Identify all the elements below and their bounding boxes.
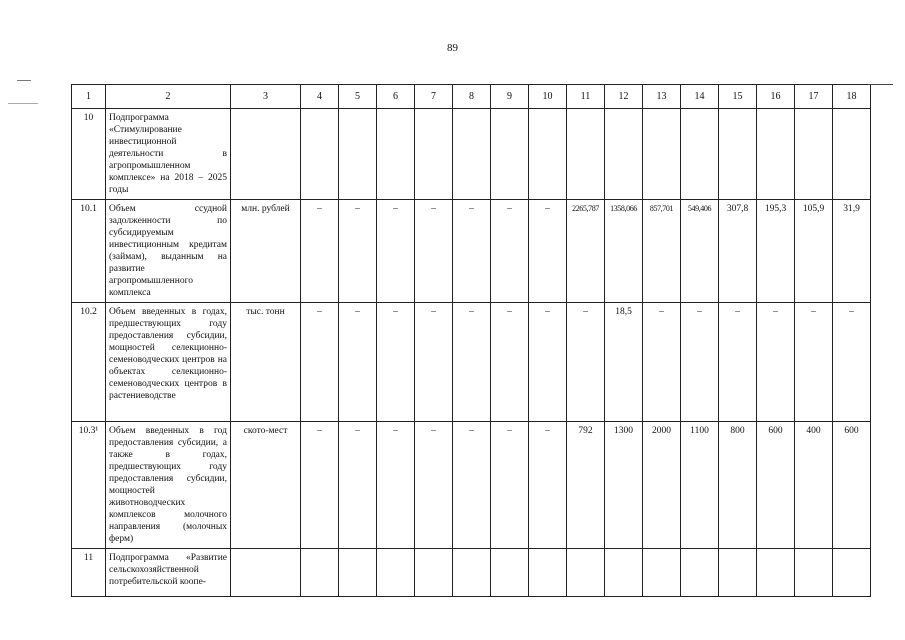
row-description: Объем введенных в годах, предшествующих году предоставления субсидии, мощностей селекционно-семеноводческих центров на объектах селекционно-семеноводческих центров в растениеводстве bbox=[106, 303, 231, 422]
value-cell: – bbox=[529, 303, 567, 422]
row-unit bbox=[231, 549, 301, 597]
header-cell: 13 bbox=[643, 85, 681, 109]
row-unit bbox=[231, 109, 301, 200]
value-cell: – bbox=[339, 200, 377, 303]
header-cell: 18 bbox=[833, 85, 871, 109]
value-cell: – bbox=[833, 303, 871, 422]
scan-mark bbox=[17, 80, 31, 81]
header-cell: 14 bbox=[681, 85, 719, 109]
value-cell bbox=[719, 549, 757, 597]
row-number: 10.3¹ bbox=[72, 422, 106, 549]
value-cell: – bbox=[491, 200, 529, 303]
value-cell bbox=[681, 109, 719, 200]
value-cell: – bbox=[377, 200, 415, 303]
value-cell: 105,9 bbox=[795, 200, 833, 303]
value-cell bbox=[529, 109, 567, 200]
value-cell bbox=[833, 109, 871, 200]
value-cell: – bbox=[415, 200, 453, 303]
value-cell bbox=[377, 109, 415, 200]
value-cell: 195,3 bbox=[757, 200, 795, 303]
value-cell: 600 bbox=[757, 422, 795, 549]
indicator-table bbox=[71, 84, 871, 597]
value-cell: – bbox=[757, 303, 795, 422]
header-cell: 2 bbox=[106, 85, 231, 109]
value-cell: – bbox=[567, 303, 605, 422]
value-cell: 792 bbox=[567, 422, 605, 549]
value-cell bbox=[453, 109, 491, 200]
header-cell: 15 bbox=[719, 85, 757, 109]
value-cell: – bbox=[301, 303, 339, 422]
row-number: 10.2 bbox=[72, 303, 106, 422]
value-cell: – bbox=[301, 200, 339, 303]
value-cell: – bbox=[301, 422, 339, 549]
value-cell bbox=[795, 549, 833, 597]
value-cell bbox=[757, 549, 795, 597]
value-cell: 18,5 bbox=[605, 303, 643, 422]
row-description: Объем ссудной задолженности по субсидируемым инвестиционным кредитам (займам), выданным на развитие агропромышленного комплекса bbox=[106, 200, 231, 303]
page-number: 89 bbox=[447, 42, 458, 54]
value-cell bbox=[339, 549, 377, 597]
table-row bbox=[72, 422, 871, 549]
header-cell: 9 bbox=[491, 85, 529, 109]
value-cell bbox=[339, 109, 377, 200]
value-cell bbox=[605, 109, 643, 200]
value-cell: – bbox=[339, 422, 377, 549]
value-cell: 400 bbox=[795, 422, 833, 549]
value-cell bbox=[301, 109, 339, 200]
header-cell: 5 bbox=[339, 85, 377, 109]
header-cell: 3 bbox=[231, 85, 301, 109]
value-cell: – bbox=[529, 200, 567, 303]
row-number: 11 bbox=[72, 549, 106, 597]
value-cell: – bbox=[453, 422, 491, 549]
header-cell: 8 bbox=[453, 85, 491, 109]
value-cell bbox=[643, 109, 681, 200]
row-unit: млн. рублей bbox=[231, 200, 301, 303]
header-cell: 12 bbox=[605, 85, 643, 109]
header-rule-extension bbox=[868, 84, 893, 85]
value-cell: 549,406 bbox=[681, 200, 719, 303]
row-description: Подпрограмма «Развитие сельскохозяйственной потребительской коопе- bbox=[106, 549, 231, 597]
value-cell: – bbox=[453, 303, 491, 422]
value-cell: – bbox=[491, 303, 529, 422]
header-cell: 17 bbox=[795, 85, 833, 109]
row-number: 10 bbox=[72, 109, 106, 200]
value-cell bbox=[301, 549, 339, 597]
value-cell: – bbox=[453, 200, 491, 303]
header-cell: 7 bbox=[415, 85, 453, 109]
table-row bbox=[72, 109, 871, 200]
value-cell bbox=[377, 549, 415, 597]
table-row bbox=[72, 200, 871, 303]
row-description: Подпрограмма «Стимулирование инвестиционной деятельности в агропромышленном комплексе» на 2018 – 2025 годы bbox=[106, 109, 231, 200]
value-cell: 1358,066 bbox=[605, 200, 643, 303]
value-cell: 307,8 bbox=[719, 200, 757, 303]
value-cell: – bbox=[377, 303, 415, 422]
value-cell bbox=[529, 549, 567, 597]
table-row bbox=[72, 303, 871, 422]
value-cell bbox=[719, 109, 757, 200]
value-cell: – bbox=[377, 422, 415, 549]
value-cell: 1300 bbox=[605, 422, 643, 549]
row-number: 10.1 bbox=[72, 200, 106, 303]
value-cell bbox=[415, 109, 453, 200]
table-row bbox=[72, 549, 871, 597]
value-cell: – bbox=[339, 303, 377, 422]
value-cell: – bbox=[719, 303, 757, 422]
value-cell bbox=[415, 549, 453, 597]
value-cell bbox=[567, 549, 605, 597]
value-cell: – bbox=[529, 422, 567, 549]
value-cell: 800 bbox=[719, 422, 757, 549]
value-cell: 857,701 bbox=[643, 200, 681, 303]
header-cell: 1 bbox=[72, 85, 106, 109]
value-cell bbox=[757, 109, 795, 200]
value-cell: 2000 bbox=[643, 422, 681, 549]
scan-mark bbox=[8, 103, 38, 104]
value-cell bbox=[567, 109, 605, 200]
value-cell: – bbox=[491, 422, 529, 549]
value-cell: – bbox=[415, 422, 453, 549]
value-cell bbox=[795, 109, 833, 200]
value-cell: 1100 bbox=[681, 422, 719, 549]
value-cell: – bbox=[643, 303, 681, 422]
value-cell bbox=[681, 549, 719, 597]
value-cell: – bbox=[415, 303, 453, 422]
value-cell: – bbox=[795, 303, 833, 422]
header-cell: 4 bbox=[301, 85, 339, 109]
row-description: Объем введенных в год предоставления субсидии, а также в годах, предшествующих году предоставления субсидии, мощностей животноводческих комплексов молочного направления (молочных ферм) bbox=[106, 422, 231, 549]
header-cell: 6 bbox=[377, 85, 415, 109]
value-cell bbox=[643, 549, 681, 597]
header-cell: 11 bbox=[567, 85, 605, 109]
row-unit: тыс. тонн bbox=[231, 303, 301, 422]
value-cell: 600 bbox=[833, 422, 871, 549]
value-cell bbox=[605, 549, 643, 597]
value-cell bbox=[491, 549, 529, 597]
value-cell: 31,9 bbox=[833, 200, 871, 303]
value-cell: 2265,787 bbox=[567, 200, 605, 303]
value-cell: – bbox=[681, 303, 719, 422]
value-cell bbox=[453, 549, 491, 597]
header-cell: 10 bbox=[529, 85, 567, 109]
row-unit: ското-мест bbox=[231, 422, 301, 549]
value-cell bbox=[491, 109, 529, 200]
header-row bbox=[72, 85, 871, 109]
header-cell: 16 bbox=[757, 85, 795, 109]
value-cell bbox=[833, 549, 871, 597]
